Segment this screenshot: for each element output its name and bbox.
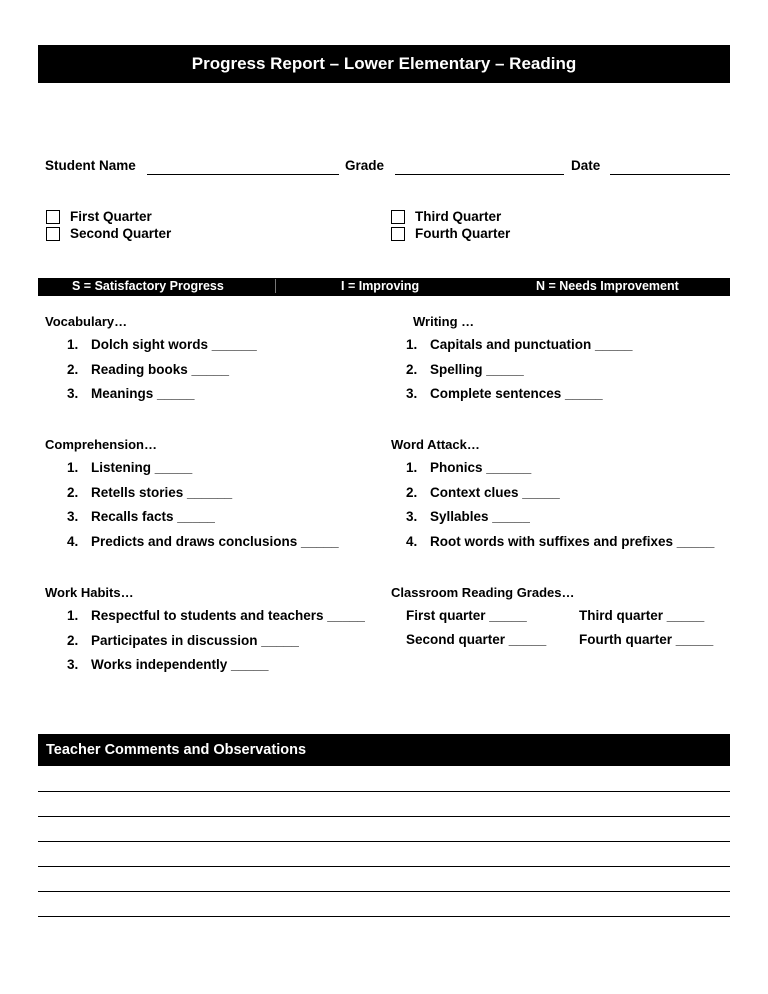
vocabulary-heading: Vocabulary…	[45, 314, 128, 329]
comment-line[interactable]	[38, 891, 730, 892]
comment-line[interactable]	[38, 816, 730, 817]
grade-label: Grade	[345, 158, 385, 173]
word-attack-list	[406, 460, 714, 558]
list-item: 2. Retells stories ______	[67, 484, 233, 500]
third-quarter-checkbox[interactable]	[391, 210, 405, 224]
list-item: 1. Capitals and punctuation _____	[406, 337, 633, 352]
third-quarter-label: Third Quarter	[415, 209, 502, 224]
comment-line[interactable]	[38, 791, 730, 792]
list-item: 2. Spelling _____	[406, 361, 524, 377]
writing-list	[406, 337, 633, 411]
writing-heading: Writing …	[413, 314, 475, 329]
teacher-comments-heading: Teacher Comments and Observations	[46, 742, 307, 758]
date-label: Date	[571, 158, 601, 173]
teacher-comments-bar	[38, 734, 730, 766]
vocabulary-list	[67, 337, 257, 411]
grading-legend-bar	[38, 278, 730, 296]
list-item: 3. Syllables _____	[406, 509, 530, 524]
second-quarter-checkbox[interactable]	[46, 227, 60, 241]
date-field[interactable]	[610, 174, 730, 175]
report-title-bar	[38, 45, 730, 83]
comment-line[interactable]	[38, 866, 730, 867]
list-item: 2. Reading books _____	[67, 361, 230, 377]
list-item: 4. Root words with suffixes and prefixes _____	[406, 533, 715, 549]
comment-line[interactable]	[38, 916, 730, 917]
list-item: 3. Complete sentences _____	[406, 386, 603, 401]
first-quarter-grade: First quarter _____	[406, 608, 527, 623]
student-name-label: Student Name	[45, 158, 136, 173]
list-item: 3. Works independently _____	[67, 657, 269, 672]
student-name-field[interactable]	[147, 174, 339, 175]
first-quarter-option[interactable]	[46, 209, 152, 224]
word-attack-heading: Word Attack…	[391, 437, 480, 452]
comprehension-heading: Comprehension…	[45, 437, 157, 452]
first-quarter-checkbox[interactable]	[46, 210, 60, 224]
fourth-quarter-checkbox[interactable]	[391, 227, 405, 241]
second-quarter-grade: Second quarter _____	[406, 632, 547, 647]
legend-improving: I = Improving	[341, 279, 420, 293]
list-item: 1. Listening _____	[67, 460, 193, 475]
third-quarter-grade: Third quarter _____	[579, 608, 705, 623]
third-quarter-option[interactable]	[391, 209, 501, 224]
fourth-quarter-label: Fourth Quarter	[415, 226, 511, 241]
list-item: 4. Predicts and draws conclusions _____	[67, 533, 339, 549]
comprehension-list	[67, 460, 339, 558]
second-quarter-option[interactable]	[46, 226, 171, 241]
first-quarter-label: First Quarter	[70, 209, 152, 224]
legend-needs-improvement: N = Needs Improvement	[536, 279, 679, 293]
work-habits-heading: Work Habits…	[45, 585, 134, 600]
list-item: 2. Context clues _____	[406, 484, 560, 500]
legend-divider	[275, 279, 276, 293]
list-item: 1. Dolch sight words ______	[67, 337, 257, 352]
grade-field[interactable]	[395, 174, 564, 175]
work-habits-list	[67, 608, 365, 682]
legend-satisfactory: S = Satisfactory Progress	[72, 279, 224, 293]
report-title: Progress Report – Lower Elementary – Reading	[191, 54, 577, 73]
list-item: 1. Phonics ______	[406, 460, 532, 475]
list-item: 3. Recalls facts _____	[67, 509, 215, 524]
second-quarter-label: Second Quarter	[70, 226, 172, 241]
list-item: 3. Meanings _____	[67, 386, 195, 401]
classroom-grades-heading: Classroom Reading Grades…	[391, 585, 575, 600]
comment-line[interactable]	[38, 841, 730, 842]
list-item: 1. Respectful to students and teachers _____	[67, 608, 365, 623]
fourth-quarter-grade: Fourth quarter _____	[579, 632, 714, 647]
student-info-row	[45, 156, 730, 178]
list-item: 2. Participates in discussion _____	[67, 632, 299, 648]
fourth-quarter-option[interactable]	[391, 226, 510, 241]
